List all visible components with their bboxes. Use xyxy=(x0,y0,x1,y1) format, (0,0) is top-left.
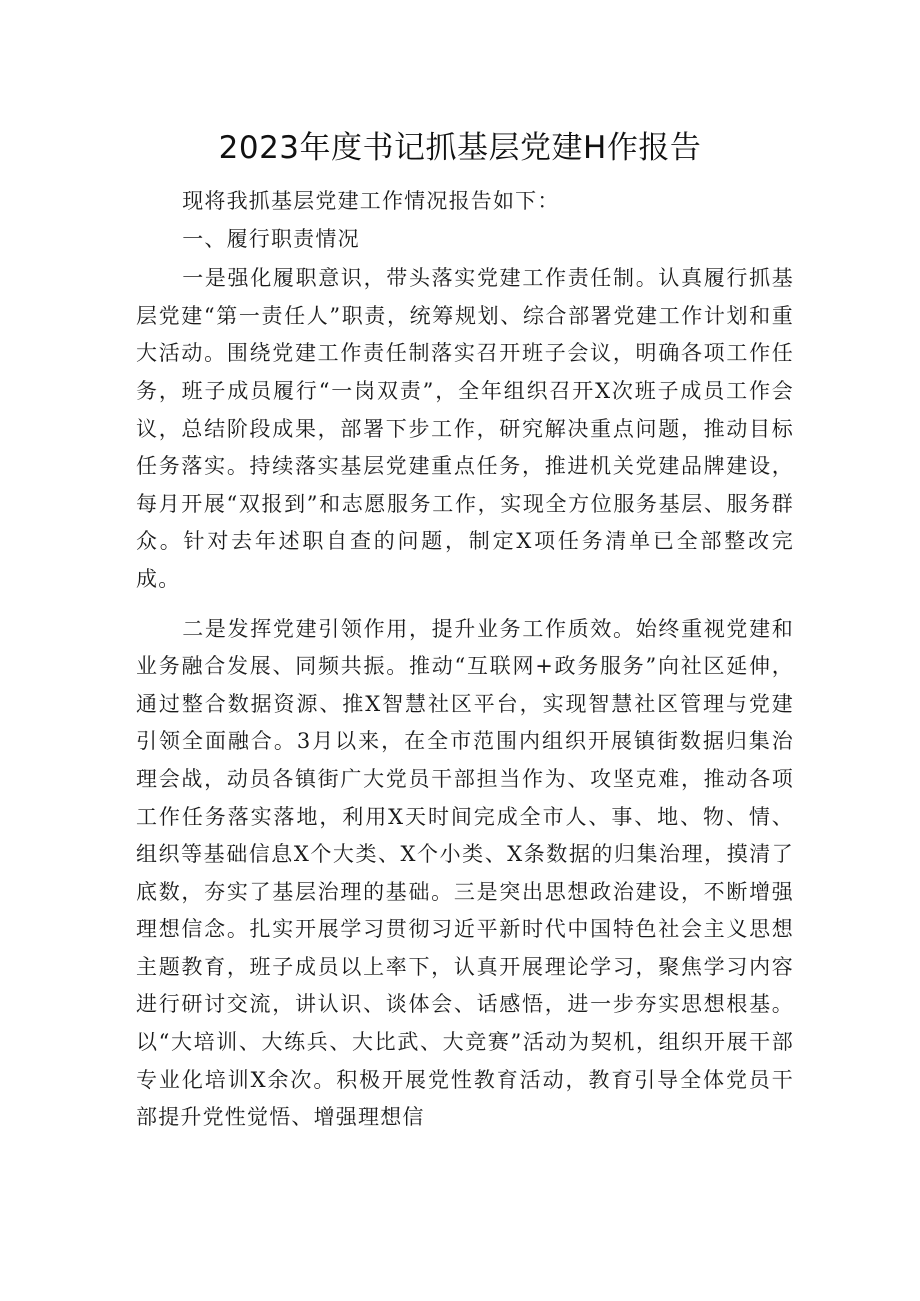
document-body xyxy=(136,183,794,1137)
body-paragraph-1: 一是强化履职意识，带头落实党建工作责任制。认真履行抓基层党建“第一责任人”职责，统筹规划、综合部署党建工作计划和重大活动。围绕党建工作责任制落实召开班子会议，明确各项工作任务，班子成员履行“一岗双责”，全年组织召开X次班子成员工作会议，总结阶段成果，部署下步工作，研究解决重点问题，推动目标任务落实。持续落实基层党建重点任务，推进机关党建品牌建设，每月开展“双报到”和志愿服务工作，实现全方位服务基层、服务群众。针对去年述职自查的问题，制定X项任务清单已全部整改完成。 xyxy=(136,266,794,591)
document-title: 2023年度书记抓基层党建H作报告 xyxy=(218,130,702,166)
body-paragraph-2: 二是发挥党建引领作用，提升业务工作质效。始终重视党建和业务融合发展、同频共振。推动“互联网+政务服务”向社区延伸，通过整合数据资源、推X智慧社区平台，实现智慧社区管理与党建引领全面融合。3月以来，在全市范围内组织开展镇街数据归集治理会战，动员各镇街广大党员干部担当作为、攻坚克难，推动各项工作任务落实落地，利用X天时间完成全市人、事、地、物、情、组织等基础信息X个大类、X个小类、X条数据的归集治理，摸清了底数，夯实了基层治理的基础。三是突出思想政治建设，不断增强理想信念。扎实开展学习贯彻习近平新时代中国特色社会主义思想主题教育，班子成员以上率下，认真开展理论学习，聚焦学习内容进行研讨交流，讲认识、谈体会、话感悟，进一步夯实思想根基。以“大培训、大练兵、大比武、大竞赛”活动为契机，组织开展干部专业化培训X余次。积极开展党性教育活动，教育引导全体党员干部提升党性觉悟、增强理想信 xyxy=(136,616,794,1130)
section-heading: 一、履行职责情况 xyxy=(182,226,360,251)
intro-paragraph: 现将我抓基层党建工作情况报告如下： xyxy=(182,189,560,213)
